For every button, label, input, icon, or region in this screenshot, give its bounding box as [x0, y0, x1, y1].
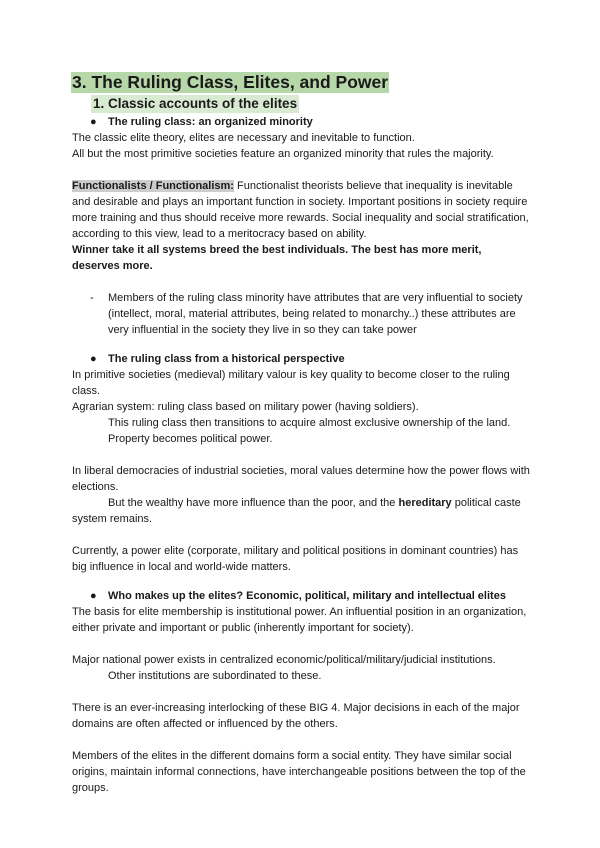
paragraph: The classic elite theory, elites are necessary and inevitable to function. — [72, 132, 415, 144]
paragraph: Members of the elites in the different domains form a social entity. They have similar social origins, maintain informal connections, have interchangeable positions between the top of the groups. — [72, 750, 526, 794]
section-heading: 3. The Ruling Class, Elites, and Power — [72, 72, 389, 92]
bullet-icon: ● — [90, 590, 97, 602]
paragraph: The basis for elite membership is institutional power. An influential position in an organization, either private and important or public (inherently important for society). — [72, 606, 527, 634]
indented-paragraph: This ruling class then transitions to acquire almost exclusive ownership of the land. Property becomes political power. — [108, 417, 511, 445]
paragraph: Agrarian system: ruling class based on military power (having soldiers). — [72, 401, 419, 413]
list-item: - Members of the ruling class minority have attributes that are very influential to society (intellect, moral, material attributes, being related to monarchy..) these attributes are very influential in the society they live in so they can take power — [90, 292, 523, 336]
paragraph: In primitive societies (medieval) military valour is key quality to become closer to the ruling class. — [72, 369, 510, 397]
bullet-icon: ● — [90, 353, 97, 365]
paragraph: There is an ever-increasing interlocking of these BIG 4. Major decisions in each of the major domains are often affected or influenced by the others. — [72, 702, 520, 730]
document-page — [72, 72, 532, 796]
bullet-heading-who-elites: ● Who makes up the elites? Economic, political, military and intellectual elites — [90, 590, 506, 602]
paragraph: Currently, a power elite (corporate, military and political positions in dominant countries) has big influence in local and world-wide matters. — [72, 545, 519, 573]
dash-marker: - — [90, 292, 94, 304]
bold-statement: Winner take it all systems breed the best individuals. The best has more merit, deserves more. — [72, 244, 482, 272]
paragraph: But the wealthy have more influence than the poor, and the hereditary political caste system remains. — [72, 497, 521, 525]
bullet-icon: ● — [90, 116, 97, 128]
functionalism-paragraph: Functionalists / Functionalism: Functionalist theorists believe that inequality is inevitable and desirable and plays an important function in society. Important positions in society require more training and thus should receive more rewards. Social inequality and social stratification, according to this view, lead to a meritocracy based on ability. — [72, 180, 529, 240]
paragraph: Major national power exists in centralized economic/political/military/judicial institutions. — [72, 654, 496, 666]
bullet-heading-ruling-class: ● The ruling class: an organized minority — [90, 116, 313, 128]
bullet-heading-historical: ● The ruling class from a historical perspective — [90, 353, 345, 365]
indented-paragraph: Other institutions are subordinated to these. — [108, 670, 322, 682]
subsection-heading: 1. Classic accounts of the elites — [93, 96, 298, 111]
paragraph: In liberal democracies of industrial societies, moral values determine how the power flows with elections. — [72, 465, 530, 493]
bold-term: hereditary — [398, 497, 452, 509]
functionalism-label: Functionalists / Functionalism: — [72, 180, 234, 192]
paragraph: All but the most primitive societies feature an organized minority that rules the majority. — [72, 148, 494, 160]
